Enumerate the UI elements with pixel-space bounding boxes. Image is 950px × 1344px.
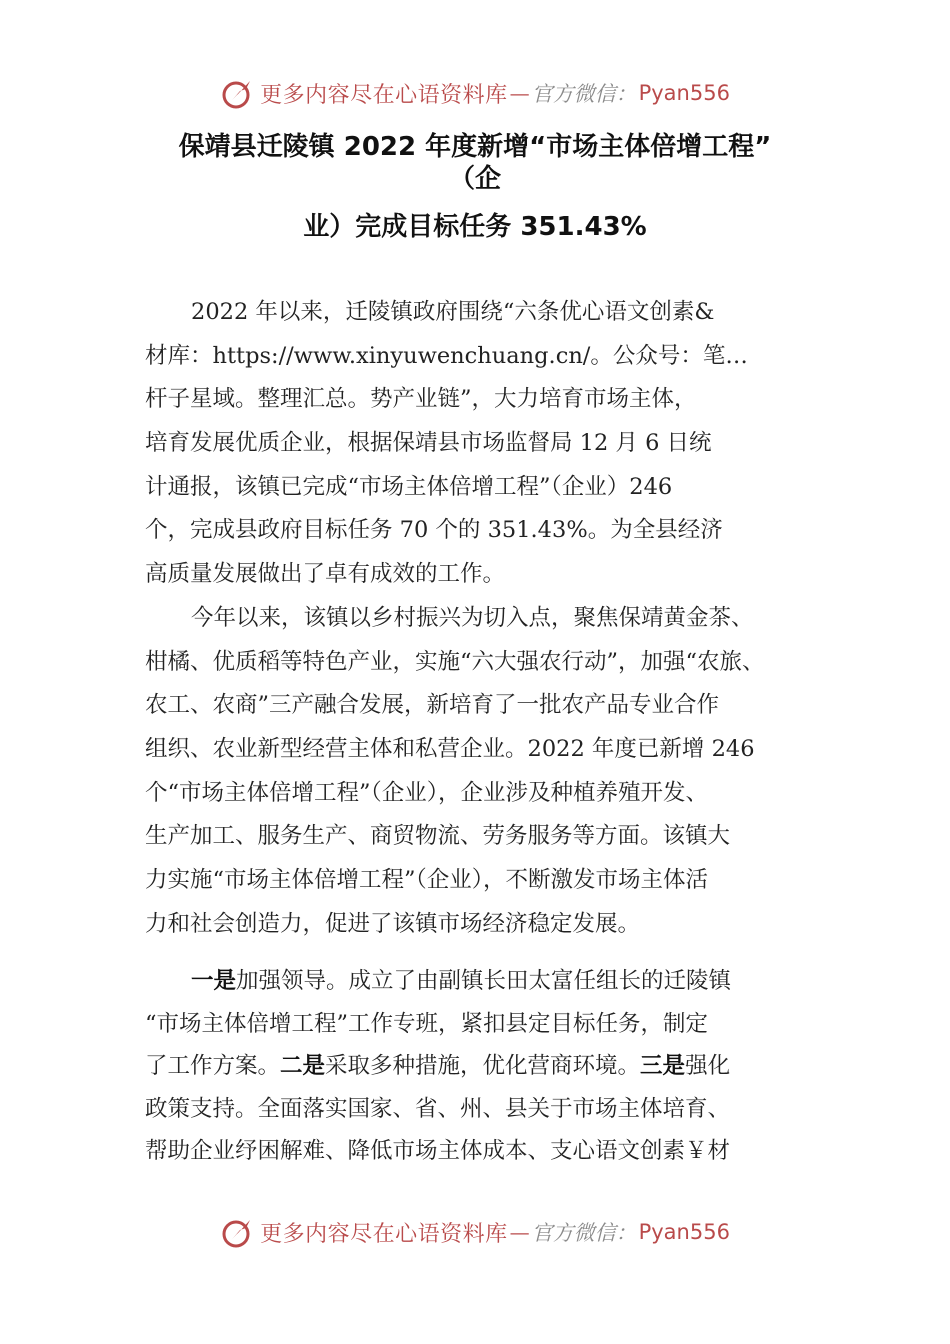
line-text: 加强领导。成立了由副镇长田太富任组长的迁陵镇 (236, 968, 732, 994)
banner-dash: — (509, 1220, 530, 1244)
paragraph-line: 帮助企业纾困解难、降低市场主体成本、支心语文创素￥材 (145, 1138, 731, 1164)
paragraph-line: 培育发展优质企业，根据保靖县市场监督局 12 月 6 日统 (145, 430, 712, 457)
banner-wechat-id: Pyan556 (638, 1220, 730, 1244)
paragraph-3 (145, 960, 835, 1173)
paragraph-line: 柑橘、优质稻等特色产业，实施“六大强农行动”，加强“农旅、 (145, 648, 765, 675)
paragraph-line: 杆子星域。整理汇总。势产业链”，大力培育市场主体， (145, 386, 697, 413)
paragraph-line: 计通报，该镇已完成“市场主体倍增工程”（企业）246 (145, 473, 673, 500)
paragraph-line (145, 1045, 835, 1088)
banner-brand: 更多内容尽在心语资料库 (260, 1221, 508, 1247)
lead-first: 一是 (191, 968, 237, 994)
paragraph-line (145, 960, 835, 1003)
paragraph-line: 2022 年以来，迁陵镇政府围绕“六条优心语文创素& (191, 299, 715, 325)
title-line-2: （企 (448, 164, 501, 194)
footer-banner (0, 1212, 950, 1252)
banner-dash: — (509, 81, 530, 105)
line-text: 采取多种措施，优化营商环境。 (325, 1053, 641, 1079)
lead-third: 三是 (640, 1053, 686, 1079)
line-text: 了工作方案。 (145, 1053, 281, 1079)
paragraph-line: 农工、农商”三产融合发展，新培育了一批农产品专业合作 (145, 692, 720, 719)
paragraph-1 (145, 291, 835, 597)
paragraph-line: 个“市场主体倍增工程”（企业），企业涉及种植养殖开发、 (145, 779, 709, 806)
paragraph-line: 个，完成县政府目标任务 70 个的 351.43%。为全县经济 (145, 517, 723, 544)
title-line-1: 保靖县迁陵镇 2022 年度新增“市场主体倍增工程” (178, 132, 772, 162)
paragraph-line: 组织、农业新型经营主体和私营企业。2022 年度已新增 246 (145, 736, 755, 763)
paragraph-line: 材库：https://www.xinyuwenchuang.cn/。公众号：笔… (145, 342, 748, 369)
banner-label: 官方微信： (531, 1221, 637, 1245)
banner-wechat-id: Pyan556 (638, 81, 730, 105)
paragraph-line: 力和社会创造力，促进了该镇市场经济稳定发展。 (145, 910, 641, 937)
paragraph-line: 生产加工、服务生产、商贸物流、劳务服务等方面。该镇大 (145, 823, 731, 850)
banner-label: 官方微信： (531, 82, 637, 106)
paragraph-line: 力实施“市场主体倍增工程”（企业），不断激发市场主体活 (145, 867, 709, 894)
quill-logo-icon (220, 1214, 256, 1250)
paragraph-line: 高质量发展做出了卓有成效的工作。 (145, 561, 506, 588)
line-text: 强化 (685, 1053, 731, 1079)
header-banner (0, 73, 950, 113)
paragraph-2 (145, 597, 835, 947)
quill-logo-icon (220, 75, 256, 111)
paragraph-line: 今年以来，该镇以乡村振兴为切入点，聚焦保靖黄金茶、 (191, 605, 754, 631)
paragraph-line: “市场主体倍增工程”工作专班，紧扣县定目标任务，制定 (145, 1010, 709, 1037)
paragraph-line: 政策支持。全面落实国家、省、州、县关于市场主体培育、 (145, 1095, 731, 1122)
lead-second: 二是 (280, 1053, 326, 1079)
title-line-3: 业）完成目标任务 351.43% (303, 212, 647, 242)
banner-brand: 更多内容尽在心语资料库 (260, 82, 508, 108)
